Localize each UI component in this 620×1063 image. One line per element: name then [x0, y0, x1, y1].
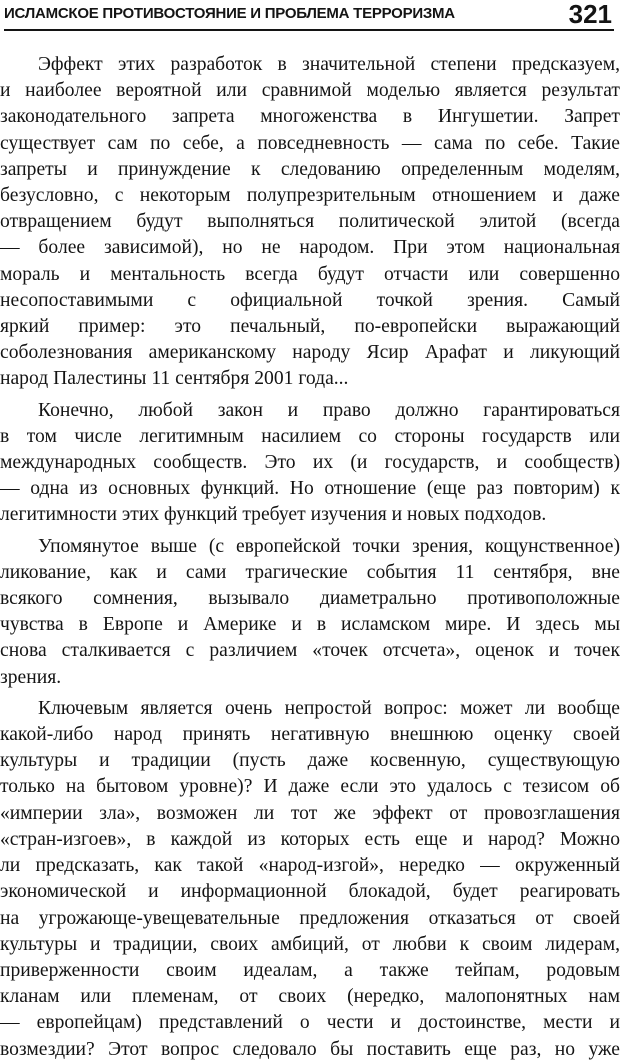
- text-line: снова сталкивается с различием «точек отсчета», оценок и точек: [0, 640, 620, 662]
- text-line: экономической и информационной блокадой, будет реагировать: [0, 881, 620, 903]
- paragraph: [0, 52, 620, 393]
- text-line: яркий пример: это печальный, по-европейски выражающий: [0, 316, 620, 338]
- text-line: Упомянутое выше (с европейской точки зрения, кощунственное): [38, 535, 620, 557]
- paragraph: [0, 696, 620, 1063]
- text-line: запреты и принуждение к следованию определенным моделям,: [0, 158, 620, 180]
- text-line: только на бытовом уровне)? И даже если это удалось с тезисом об: [0, 776, 620, 798]
- text-line: культуры и традиции (пусть даже косвенную, существующую: [0, 750, 620, 772]
- text-line: соболезнования американскому народу Ясир Арафат и ликующий: [0, 342, 620, 364]
- body-text: [0, 52, 620, 1063]
- text-line: на угрожающе-увещевательные предложения отказаться от своей: [0, 907, 620, 929]
- text-line: отвращением будут выполняться политической элитой (всегда: [0, 211, 620, 233]
- text-line: народ Палестины 11 сентября 2001 года...: [0, 368, 349, 390]
- text-line: культуры и традиции, своих амбиций, от любви к своим лидерам,: [0, 933, 620, 955]
- page-number: 321: [568, 0, 612, 29]
- text-line: кланам или племенам, от своих (нередко, малопонятных нам: [0, 986, 620, 1008]
- text-line: возмездии? Этот вопрос следовало бы поставить еще раз, но уже: [0, 1038, 620, 1060]
- text-line: — более зависимой), но не народом. При этом национальная: [0, 237, 620, 259]
- text-line: мораль и ментальность всегда будут отчасти или совершенно: [0, 263, 620, 285]
- paragraph: [0, 534, 620, 691]
- header-rule: [4, 29, 614, 31]
- text-line: «стран-изгоев», в каждой из которых есть еще и народ? Можно: [0, 828, 620, 850]
- text-line: в том числе легитимным насилием со стороны государств или: [0, 425, 620, 447]
- text-line: международных сообществ. Это их (и государств, и сообществ): [0, 452, 620, 474]
- text-line: зрения.: [0, 666, 62, 688]
- text-line: чувства в Европе и Америке и в исламском мире. И здесь мы: [0, 614, 620, 636]
- text-line: и наиболее вероятной или сравнимой моделью является результат: [0, 80, 620, 102]
- text-line: легитимности этих функций требует изучения и новых подходов.: [0, 504, 547, 526]
- text-line: «империи зла», возможен ли тот же эффект от провозглашения: [0, 802, 620, 824]
- text-line: — одна из основных функций. Но отношение (еще раз повторим) к: [0, 478, 620, 500]
- text-line: всякого сомнения, вызывало диаметрально противоположные: [0, 588, 620, 610]
- text-line: существует сам по себе, а повседневность — сама по себе. Такие: [0, 132, 620, 154]
- text-line: Эффект этих разработок в значительной степени предсказуем,: [38, 54, 620, 75]
- text-line: какой-либо народ принять негативную внешнюю оценку своей: [0, 724, 620, 746]
- text-line: Ключевым является очень непростой вопрос: может ли вообще: [38, 697, 620, 719]
- text-line: Конечно, любой закон и право должно гарантироваться: [38, 399, 620, 421]
- text-line: приверженности своим идеалам, а также тейпам, родовым: [0, 959, 620, 981]
- text-line: ликование, как и сами трагические события 11 сентября, вне: [0, 561, 620, 583]
- paragraph: [0, 398, 620, 529]
- text-line: несопоставимыми с официальной точкой зрения. Самый: [0, 289, 620, 311]
- running-title: ИСЛАМСКОЕ ПРОТИВОСТОЯНИЕ И ПРОБЛЕМА ТЕРРОРИЗМА: [4, 5, 455, 22]
- text-line: безусловно, с некоторым полупрезрительным отношением и даже: [0, 185, 620, 207]
- text-line: законодательного запрета многоженства в Ингушетии. Запрет: [0, 106, 620, 128]
- running-head: [4, 2, 614, 30]
- text-line: — европейцам) представлений о чести и достоинстве, мести и: [0, 1012, 620, 1034]
- text-line: ли предсказать, как такой «народ-изгой», нередко — окруженный: [0, 855, 620, 877]
